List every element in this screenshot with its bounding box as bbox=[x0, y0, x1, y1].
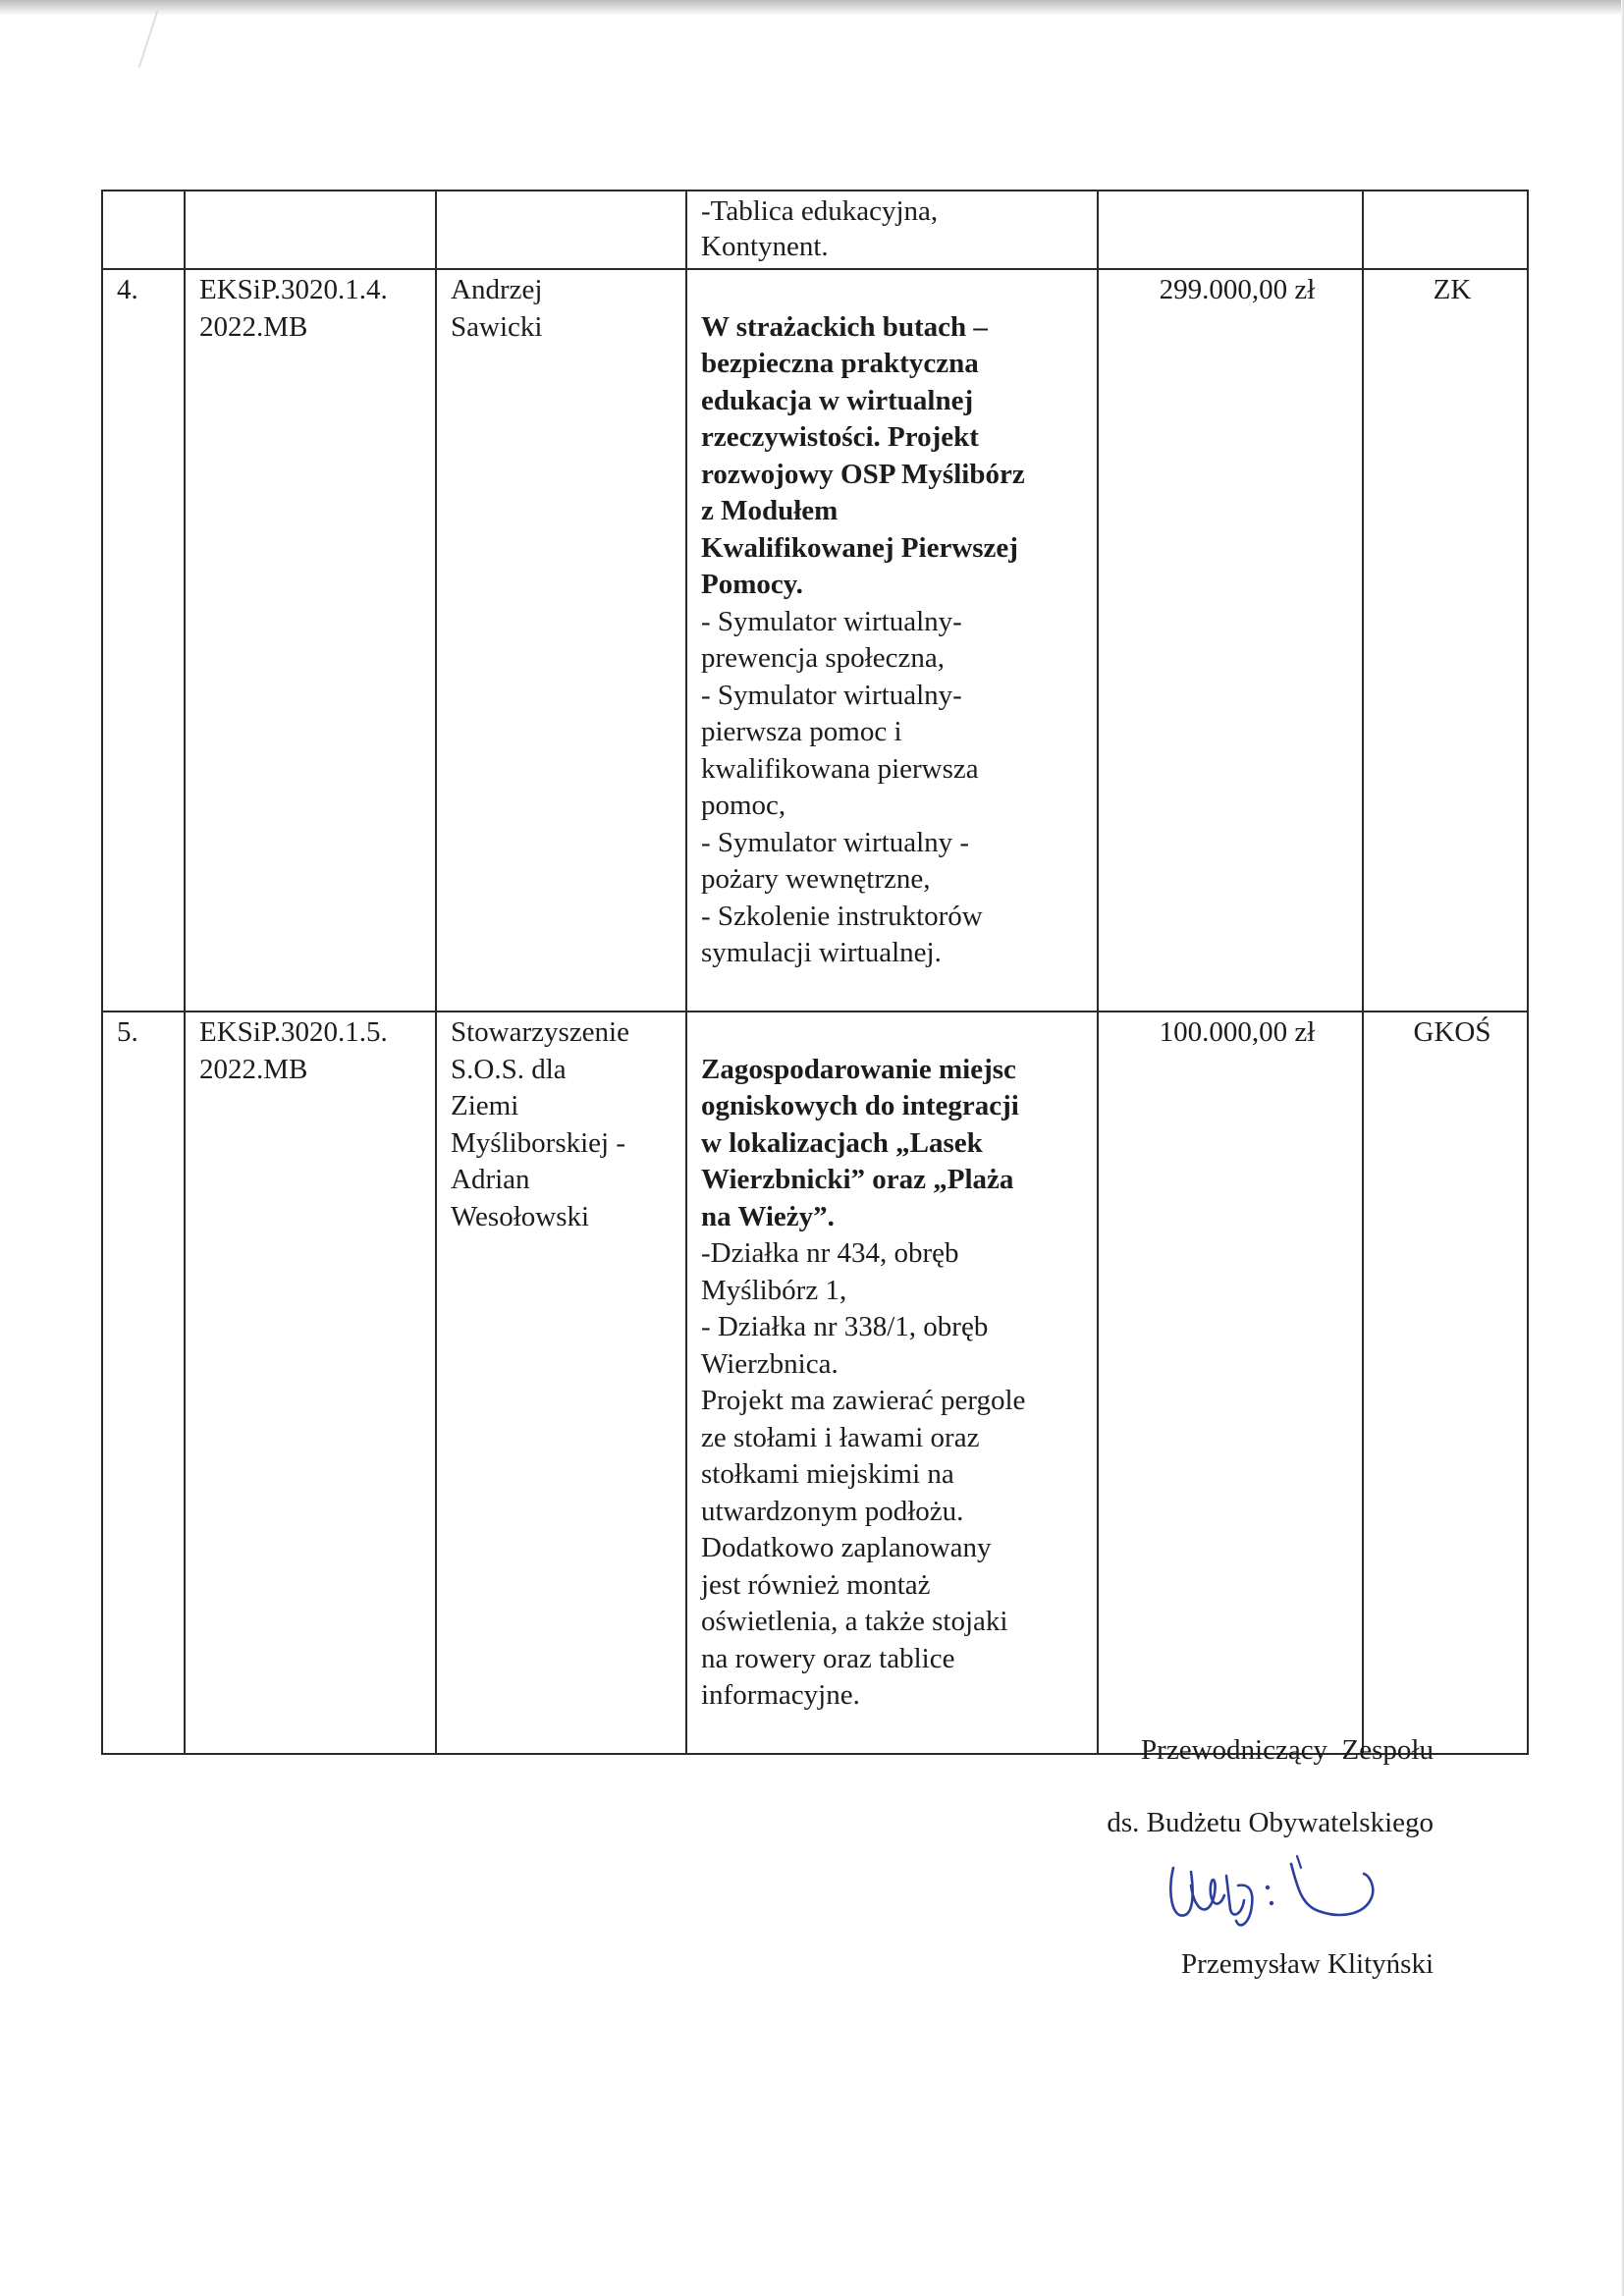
row-description: -Działka nr 434, obręb Myślibórz 1, - Działka nr 338/1, obręb Wierzbnica. Projekt ma zawierać pergole ze stołami i ławami oraz stołkami miejskimi na utwardzonym podłożu. Dodatkowo zaplanowany jest również montaż oświetlenia, a także stojaki na rowery oraz tablice informacyjne. bbox=[701, 1237, 1026, 1711]
row-number: 4. bbox=[102, 269, 185, 1011]
row-reference bbox=[185, 191, 436, 269]
signature-department: ds. Budżetu Obywatelskiego bbox=[1107, 1807, 1434, 1838]
row-title: W strażackich butach – bezpieczna praktyczna edukacja w wirtualnej rzeczywistości. Projekt rozwojowy OSP Myślibórz z Modułem Kwalifikowanej Pierwszej Pomocy. bbox=[701, 310, 1025, 600]
signature-name: Przemysław Klityński bbox=[1181, 1948, 1434, 1980]
row-reference: EKSiP.3020.1.5. 2022.MB bbox=[185, 1011, 436, 1754]
row-number bbox=[102, 191, 185, 269]
row-description: -Tablica edukacyjna, Kontynent. bbox=[701, 195, 939, 262]
row-author bbox=[436, 191, 686, 269]
row-title: Zagospodarowanie miejsc ogniskowych do integracji w lokalizacjach „Lasek Wierzbnicki” oraz „Plaża na Wieży”. bbox=[701, 1053, 1019, 1232]
row-author: Stowarzyszenie S.O.S. dla Ziemi Myśliborskiej - Adrian Wesołowski bbox=[436, 1011, 686, 1754]
row-project bbox=[686, 191, 1098, 269]
handwritten-signature bbox=[1154, 1846, 1399, 1935]
row-unit: ZK bbox=[1363, 269, 1528, 1011]
row-description: - Symulator wirtualny- prewencja społeczna, - Symulator wirtualny- pierwsza pomoc i kwalifikowana pierwsza pomoc, - Symulator wirtualny - pożary wewnętrzne, - Szkolenie instruktorów symulacji wirtualnej. bbox=[701, 605, 983, 968]
row-unit: GKOŚ bbox=[1363, 1011, 1528, 1754]
row-amount: 299.000,00 zł bbox=[1098, 269, 1363, 1011]
row-number: 5. bbox=[102, 1011, 185, 1754]
row-project bbox=[686, 269, 1098, 1011]
signature-role: Przewodniczący Zespołu bbox=[1141, 1734, 1434, 1766]
row-author: Andrzej Sawicki bbox=[436, 269, 686, 1011]
row-project bbox=[686, 1011, 1098, 1754]
row-unit bbox=[1363, 191, 1528, 269]
table-row bbox=[102, 1011, 1528, 1754]
row-amount: 100.000,00 zł bbox=[1098, 1011, 1363, 1754]
row-amount bbox=[1098, 191, 1363, 269]
table-row bbox=[102, 269, 1528, 1011]
projects-table bbox=[101, 190, 1529, 1755]
row-reference: EKSiP.3020.1.4. 2022.MB bbox=[185, 269, 436, 1011]
scan-top-shadow bbox=[0, 0, 1624, 16]
scan-streak bbox=[138, 11, 158, 68]
table-row bbox=[102, 191, 1528, 269]
